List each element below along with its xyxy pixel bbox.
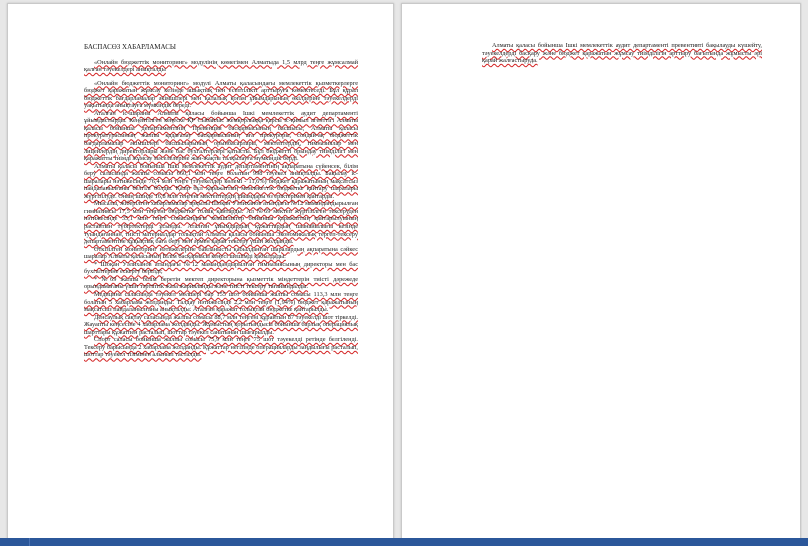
press-release-title: БАСПАСӨЗ ХАБАРЛАМАСЫ (84, 43, 177, 51)
paragraph-1: «Онлайн бюджеттік мониторинг» модулінің көмегімен Алматыда 1,5 млрд теңге жұмсалмай қалған тәуекелдері анықталды (84, 58, 358, 74)
document-page-2[interactable] (401, 3, 801, 538)
paragraph-4: Алматы қаласы бойынша Ішкі мемлекеттік аудит департаментінің ақпаратына сүйенсек, білім беру саласында жалпы сомасы 660,1 млн теңге болатын 998 тәуекел анықталды. Бақылау іс-шаралары нәтижесінде 76,4 млн теңге (тәуекелдер көлемі - 11,6%) бюджет қаражатының мақсатсыз пайдаланылғаны белгілі болды. Қазір бұл қаражаттың мемлекеттік бюджетке қайтару шаралары жүргізілуде. Оның ішінде 16,8 млн теңгені мектептердің ұйымдары өз еріктерімен қайтарды. (84, 162, 358, 200)
paragraph-5: Мысалы, жіберілген хабарламалар арқылы Шоқан Уәлиханов атындағы №12 мамандандырылған гимназиясы 17,5 млн теңгені бюджетке толық қайтарды. Ал №69 мектеп жүргізілген тексеруден нәтижесінде 35,1 млн теңге сомасындағы кемшіліктер бойынша қаражаттың қайтарылуының растайтын түбіртектерді ұсынды. Аталған ұйымдардың құжаттардың шынайылығы кезінде туындағаннан, тиісті материалдар толықтай Алматы қаласы бойынша Экономикалық тергеп-тексеру департаментіне құқықтық баға беру мен әрмен қарай тексеру үшін жолданды. (84, 200, 358, 246)
paragraph-9: Спорт саласы бойынша жалпы сомасы 75,9 млн теңге 75 шот тәуекелді ретінде белгіленді. Тексеру барысында 2 хабарлама жолданды. Құжаттар негізінде операцияларды заңдылығы расталып, шоттар тәуекел тізімінен алынып тасталды. (84, 336, 358, 359)
paragraph-8: Денсаулық сақтау саласында жалпы сомасы 88,7 млн теңгені құрайтын 87 тәуекелді шот тіркелді. Жауапты кеңсесіне 4 хабарлама жолданды. Жұмыстың қорытындысы бойынша барлық операциялық шарттары құжатпен расталып, шоттар тәуекел санатынан шығарылды. (84, 313, 358, 336)
paragraph-7: Медицина саласында тәуекел мөлшері бар 155 шот бойынша жалпы сомасы 113,3 млн теңге болатын 5 хабарлама жолданды. Талдау нәтижесінде 2,2 млн теңге (1,94%) бюджет қаражатының мақсатсыз пайдаланылғаны анықталды. Аталған қаражат толықтай бюджетке қайтарылды. (84, 290, 358, 314)
bullet-item-2: * №69 жалпы білім беретін мектеп директорына қызметтік міндеттерін тиісті дәрежеде орындамағаны үшін тәртіптік жаза жарияланды және тиісті тексеру тағайындалды. (84, 275, 358, 291)
paragraph-10: Алматы қаласы бойынша Ішкі мемлекеттік аудит департаменті превентивті бақылауды күшейту, тәуекелдерді басқару және бюджет қаражатын жұмсау тиімділігін арттыру бағытында жұмысты әрі қарай жалғастыруда. (482, 42, 762, 65)
paragraph-2: «Онлайн бюджеттік мониторинг» модулі Алматы қаласындағы мемлекеттік қызметкерлерге бюджет қаражатын жұмсау кезінде ашықтық пен есептілікті арттыруға көмектеседі. Бұл құрал бюджеттік бағдарламалар әкімшілері мен қалалық қоғам ұйымдарының өкілдеріне тәуекелдерді уақытында анықтауға мүмкіндік береді. (84, 79, 358, 110)
page-2-body[interactable] (482, 42, 762, 65)
document-page-1[interactable] (7, 3, 394, 538)
paragraph-6: Өткізілген мониторинг нәтижелеріне байланысты қабылданған шаралардың ақпаратына сәйкес шаралар Алматы қаласының Білім басқармасы кеңесі шешімді қабылдады: (84, 245, 358, 261)
status-bar (0, 538, 808, 546)
status-bar-left-segment[interactable] (0, 538, 30, 546)
vertical-scrollbar[interactable] (802, 0, 808, 538)
bullet-item-1: * Шоқан Уәлиханов атындағы №12 мамандандырылған гимназиясының директоры мен бас бухгалтеріне ескерту берілді; (84, 260, 358, 276)
page-1-body[interactable] (84, 44, 358, 359)
paragraph-3: Аталған іс-шараны Алматы қаласы бойынша Ішкі мемлекеттік аудит департаменті ұйымдастырды. Кеңейтілген кеңеске ҚР Сыбайлас жемқорлыққа қарсы іс-қимыл агенттігі Алматы қаласы бойынша департаментінің Превенция басқармасының басшысы, Алматы қаласы прокуратурасының жалпы қадағалау басқармасының аға прокуроры, сондай-ақ бюджеттік бағдарламалар әкімшілері басшыларының орынбасарлары, мектептердің, гимназиялар мен лицейлердің директорлары және бас бухгалтерлері қатысты. Бұл бюджетті орындау тиімділігі мен қаражатты тиімді жұмсау мәселелеріне жан-жақты талқылауға мүмкіндік берді. (84, 109, 358, 163)
